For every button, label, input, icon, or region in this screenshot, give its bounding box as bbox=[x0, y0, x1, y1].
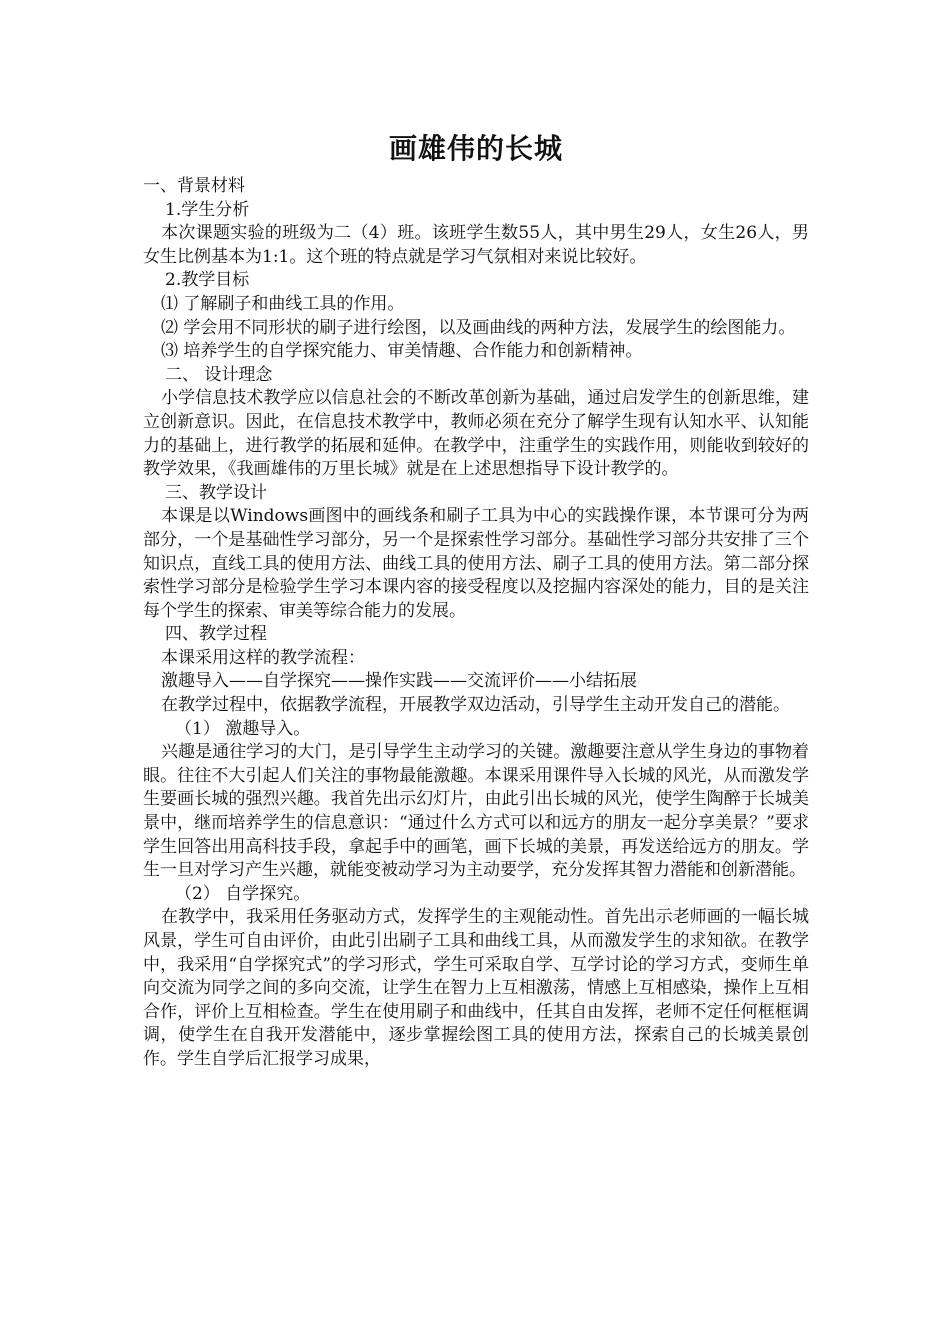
paragraph: 本课是以Windows画图中的画线条和刷子工具为中心的实践操作课，本节课可分为两部分，一个是基础性学习部分，另一个是探索性学习部分。基础性学习部分共安排了三个知识点，直线工具的使用方法、曲线工具的使用方法、刷子工具的使用方法。第二部分探索性学习部分是检验学生学习本课内容的接受程度以及挖掘内容深处的能力，目的是关注每个学生的探索、审美等综合能力的发展。 bbox=[143, 506, 809, 621]
paragraph: ⑶ 培养学生的自学探究能力、审美情趣、合作能力和创新精神。 bbox=[161, 341, 643, 362]
paragraph: 小学信息技术教学应以信息社会的不断改革创新为基础，通过启发学生的创新思维，建立创新意识。因此，在信息技术教学中，教师必须在充分了解学生现有认知水平、认知能力的基础上，进行教学的拓展和延伸。在教学中，注重学生的实践作用，则能收到较好的教学效果，《我画雄伟的万里长城》就是在上述思想指导下设计教学的。 bbox=[143, 388, 809, 480]
paragraph: （1） 激趣导入。 bbox=[175, 718, 311, 739]
paragraph: 1.学生分析 bbox=[165, 199, 250, 220]
paragraph: 在教学过程中，依据教学流程，开展教学双边活动，引导学生主动开发自己的潜能。 bbox=[161, 695, 790, 716]
paragraph: 在教学中，我采用任务驱动方式，发挥学生的主观能动性。首先出示老师画的一幅长城风景，学生可自由评价，由此引出刷子工具和曲线工具，从而激发学生的求知欲。在教学中，我采用“自学探究式”的学习形式，学生可采取自学、互学讨论的学习方式，变师生单向交流为同学之间的多向交流，让学生在智力上互相激荡，情感上互相感染，操作上互相合作，评价上互相检查。学生在使用刷子和曲线中，任其自由发挥，老师不定任何框框调调，使学生在自我开发潜能中，逐步掌握绘图工具的使用方法，探索自己的长城美景创作。学生自学后汇报学习成果， bbox=[143, 907, 809, 1069]
paragraph: 兴趣是通往学习的大门，是引导学生主动学习的关键。激趣要注意从学生身边的事物着眼。往往不大引起人们关注的事物最能激趣。本课采用课件导入长城的风光，从而激发学生要画长城的强烈兴趣。我首先出示幻灯片，由此引出长城的风光，使学生陶醉于长城美景中，继而培养学生的信息意识：“通过什么方式可以和远方的朋友一起分享美景？”要求学生回答出用高科技手段，拿起手中的画笔，画下长城的美景，再发送给远方的朋友。学生一旦对学习产生兴趣，就能变被动学习为主动要学，充分发挥其智力潜能和创新潜能。 bbox=[143, 742, 809, 881]
paragraph: 2.教学目标 bbox=[165, 270, 250, 291]
paragraph: （2） 自学探究。 bbox=[175, 883, 311, 904]
paragraph: 三、教学设计 bbox=[165, 482, 267, 503]
paragraph: 本课采用这样的教学流程： bbox=[161, 647, 365, 668]
paragraph: 二、 设计理念 bbox=[165, 364, 273, 385]
paragraph: 一、背景材料 bbox=[143, 176, 245, 196]
document-body bbox=[143, 175, 809, 1072]
paragraph: 激趣导入——自学探究——操作实践——交流评价——小结拓展 bbox=[161, 671, 637, 692]
paragraph: ⑴ 了解刷子和曲线工具的作用。 bbox=[161, 293, 405, 314]
paragraph: 本次课题实验的班级为二（4）班。该班学生数55人，其中男生29人，女生26人，男女生比例基本为1:1。这个班的特点就是学习气氛相对来说比较好。 bbox=[143, 223, 809, 267]
document-title: 画雄伟的长城 bbox=[388, 132, 563, 165]
paragraph: 四、教学过程 bbox=[165, 624, 267, 645]
paragraph: ⑵ 学会用不同形状的刷子进行绘图，以及画曲线的两种方法，发展学生的绘图能力。 bbox=[161, 317, 796, 338]
document-page bbox=[143, 125, 809, 1072]
